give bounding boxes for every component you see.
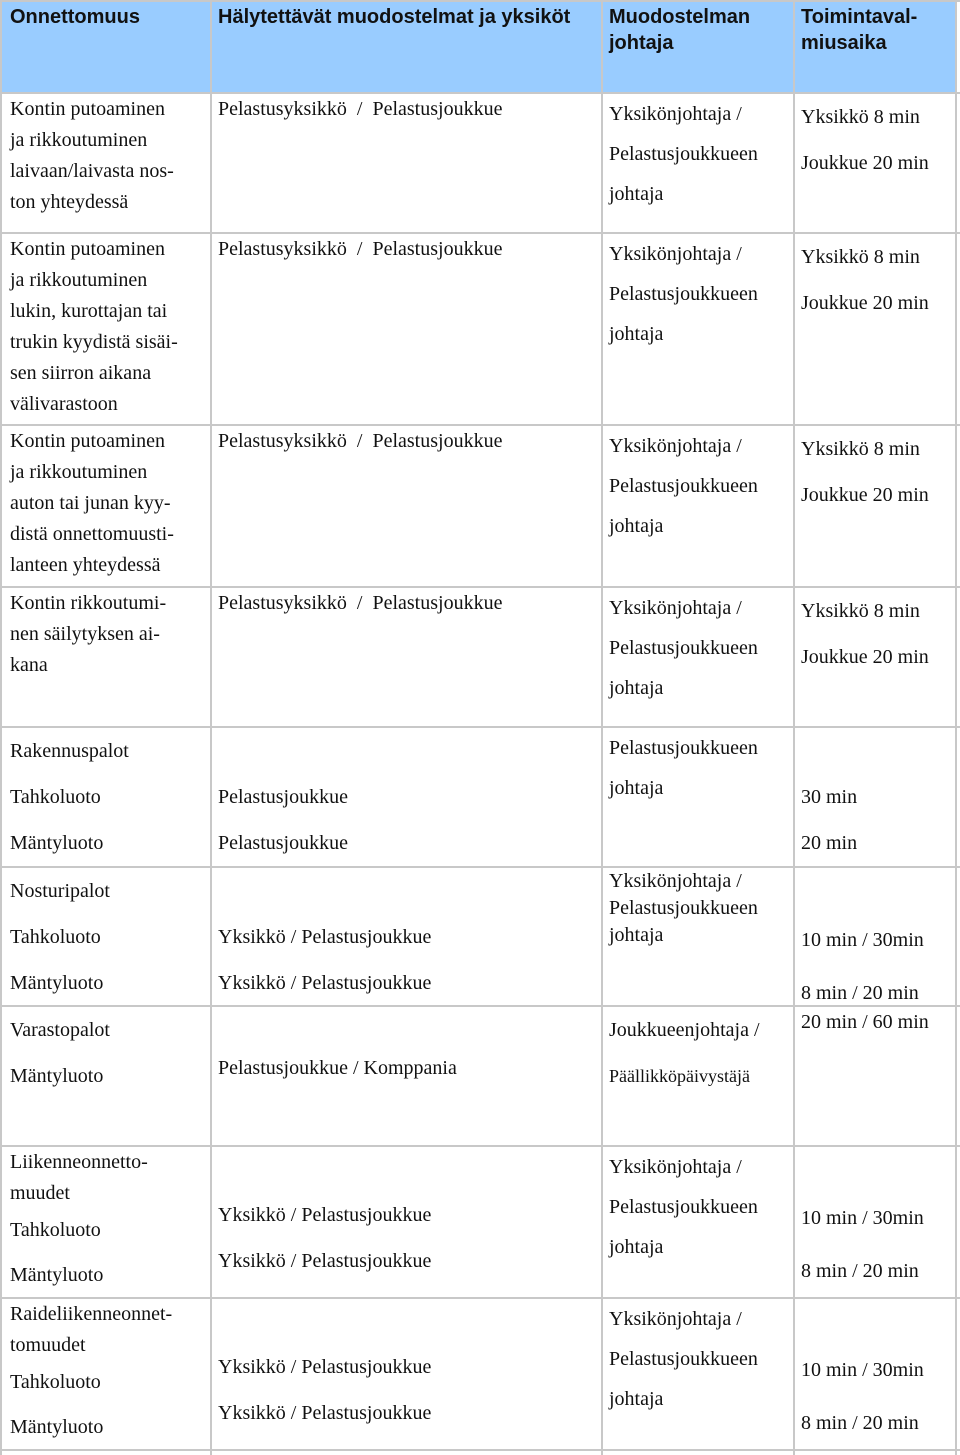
leader-cell: Joukkueenjohtaja / Päällikköpäivystäjä: [609, 1019, 760, 1086]
units-cell: Yksikkö / Pelastusjoukkue Yksikkö / Pelastusjoukkue: [218, 926, 432, 994]
units-cell: Pelastusjoukkue / Komppania: [218, 1057, 457, 1079]
units-cell: Pelastusyksikkö / Pelastusjoukkue: [218, 98, 503, 120]
time-cell: Yksikkö 8 min Joukkue 20 min: [801, 600, 929, 668]
table-row: Varastopalot Mäntyluoto: [10, 1019, 110, 1087]
table-row: Liikenneonnetto- muudet Tahkoluoto Mäntyluoto: [10, 1151, 148, 1286]
table-row: Kontin putoaminen ja rikkoutuminen laivaan/laivasta nos- ton yhteydessä: [10, 98, 174, 213]
time-cell: 20 min / 60 min: [801, 1011, 929, 1033]
units-cell: Yksikkö / Pelastusjoukkue Yksikkö / Pelastusjoukkue: [218, 1356, 432, 1424]
table-row: Kontin putoaminen ja rikkoutuminen auton tai junan kyy- distä onnettomuusti- lanteen yhteydessä: [10, 430, 174, 576]
time-cell: Yksikkö 8 min Joukkue 20 min: [801, 106, 929, 174]
leader-cell: Yksikönjohtaja / Pelastusjoukkueen johtaja: [609, 1156, 758, 1258]
table-row: Nosturipalot Tahkoluoto Mäntyluoto: [10, 880, 110, 994]
header-response-time: Toimintaval- miusaika: [801, 6, 918, 54]
header-units: Hälytettävät muodostelmat ja yksiköt: [218, 6, 571, 28]
row-divider: [0, 866, 960, 868]
time-cell: 10 min / 30min 8 min / 20 min: [801, 1359, 924, 1434]
units-cell: Pelastusyksikkö / Pelastusjoukkue: [218, 430, 503, 452]
time-cell: 30 min 20 min: [801, 786, 858, 854]
table-row: Raideliikenneonnet- tomuudet Tahkoluoto Mäntyluoto: [10, 1303, 173, 1438]
units-cell: Pelastusyksikkö / Pelastusjoukkue: [218, 592, 503, 614]
units-cell: Yksikkö / Pelastusjoukkue Yksikkö / Pelastusjoukkue: [218, 1204, 432, 1272]
units-cell: Pelastusjoukkue Pelastusjoukkue: [218, 786, 348, 854]
leader-cell: Yksikönjohtaja / Pelastusjoukkueen johtaja: [609, 243, 758, 345]
row-divider: [0, 726, 960, 728]
time-cell: Yksikkö 8 min Joukkue 20 min: [801, 246, 929, 314]
leader-cell: Yksikönjohtaja / Pelastusjoukkueen johtaja: [609, 1308, 758, 1410]
leader-cell: Yksikönjohtaja / Pelastusjoukkueen johtaja: [609, 103, 758, 205]
leader-cell: Yksikönjohtaja / Pelastusjoukkueen johtaja: [609, 597, 758, 699]
table-row: Rakennuspalot Tahkoluoto Mäntyluoto: [10, 740, 129, 854]
header-incident: Onnettomuus: [10, 6, 140, 28]
time-cell: 10 min / 30min 8 min / 20 min: [801, 1207, 924, 1282]
row-divider: [0, 0, 960, 2]
time-cell: 10 min / 30min 8 min / 20 min: [801, 929, 924, 1004]
table-row: Kontin putoaminen ja rikkoutuminen lukin, kurottajan tai trukin kyydistä sisäi- sen siirron aikana välivarastoon: [10, 238, 178, 415]
leader-cell: Yksikönjohtaja / Pelastusjoukkueen johtaja: [609, 435, 758, 537]
time-cell: Yksikkö 8 min Joukkue 20 min: [801, 438, 929, 506]
leader-cell: Pelastusjoukkueen johtaja: [609, 737, 758, 799]
table-row: Kontin rikkoutumi- nen säilytyksen ai- kana: [10, 592, 167, 676]
units-cell: Pelastusyksikkö / Pelastusjoukkue: [218, 238, 503, 260]
leader-cell: Yksikönjohtaja / Pelastusjoukkueen johtaja: [609, 870, 758, 946]
header-leader: Muodostelman johtaja: [609, 6, 751, 54]
